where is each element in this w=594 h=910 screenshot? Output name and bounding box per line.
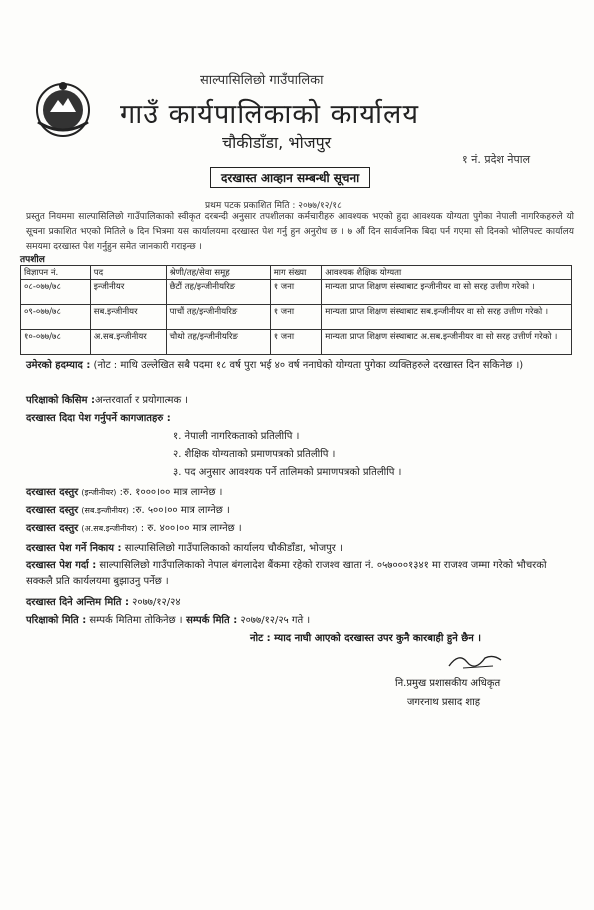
publication-date: प्रथम पटक प्रकाशित मिति : २०७७/१२/१८: [205, 201, 342, 211]
signature-icon: [445, 650, 505, 672]
cell-qualification: मान्यता प्राप्त शिक्षण संस्थाबाट अ.सब.इन्जीनीयर वा सो सरह उत्तीर्ण गरेको ।: [322, 330, 572, 355]
cell-count: १ जना: [270, 330, 322, 355]
fee-engineer: दरखास्त दस्तुर (इन्जीनीयर) :रु. १०००।०० मात्र लाग्नेछ ।: [26, 487, 223, 498]
payment-section: दरखास्त पेश गर्दा : साल्पासिलिछो गाउँपालिकाको नेपाल बंगलादेश बैंकमा रहेको राजश्व खाता नं. ०५७०००१३४१ मा राजश्व जम्मा गरेको भौचरको सक्कलै प्रति कार्यलयमा बुझाउनु पर्नेछ ।: [26, 560, 547, 587]
submit-office-section: दरखास्त पेश गर्ने निकाय : साल्पासिलिछो गाउँपालिकाको कार्यालय चौकीडाँडा, भोजपुर ।: [26, 543, 343, 554]
cell-ad-no: ०८-०७७/७८: [21, 280, 91, 305]
signatory-name: जगरनाथ प्रसाद शाह: [407, 697, 481, 708]
table-row: [21, 280, 572, 305]
note-text: नोट : म्याद नाघी आएको दरखास्त उपर कुनै कारबाही हुने छैन ।: [250, 633, 482, 644]
exam-type-label: परिक्षाको किसिम :: [26, 395, 95, 406]
col-header-count: माग संख्या: [270, 266, 322, 280]
nepal-emblem-icon: [30, 78, 96, 140]
col-header-ad-no: विज्ञापन नं.: [21, 266, 91, 280]
exam-date-section: परिक्षाको मिति : सम्पर्क मितिमा तोकिनेछ । सम्पर्क मिति : २०७७/१२/२५ गते ।: [26, 615, 311, 626]
cell-ad-no: १०-०७७/७८: [21, 330, 91, 355]
office-title: गाउँ कार्यपालिकाको कार्यालय: [120, 99, 419, 130]
details-label: तपशील: [20, 255, 45, 265]
documents-label: दरखास्त दिदा पेश गर्नुपर्ने कागजातहरु :: [26, 413, 171, 424]
municipality-name: साल्पासिलिछो गाउँपालिका: [200, 73, 324, 88]
table-header-row: [21, 266, 572, 280]
signatory-title: नि.प्रमुख प्रशासकीय अधिकृत: [395, 678, 501, 689]
cell-level: छैटौं तह/इन्जीनीयरिङ: [166, 280, 270, 305]
notice-title: दरखास्त आव्हान सम्बन्धी सूचना: [210, 167, 370, 188]
vacancy-table: [20, 265, 572, 355]
cell-count: १ जना: [270, 305, 322, 330]
col-header-level: श्रेणी/तह/सेवा समूह: [166, 266, 270, 280]
cell-ad-no: ०९-०७७/७८: [21, 305, 91, 330]
fee-asst-sub-engineer: दरखास्त दस्तुर (अ.सब.इन्जीनीयर) : रु. ४००।०० मात्र लाग्नेछ ।: [26, 523, 242, 534]
cell-count: १ जना: [270, 280, 322, 305]
intro-paragraph: प्रस्तुत नियममा साल्पासिलिछो गाउँपालिकाको स्वीकृत दरबन्दी अनुसार तपशीलका कर्मचारीहरु आवश्यक भएको हुदा आवश्यक योग्यता पुगेका नेपाली नागरिकहरुले यो सूचना प्रकाशित भएको मितिले ७ दिन भित्रमा यस कार्यालयमा दरखास्त पेश गर्नु हुन अनुरोध छ । ७ औं दिन सार्वजनिक बिदा पर्न गएमा सो दिनको भोलिपल्ट कार्यालय समयमा दरखास्त पेश गर्नुहुन समेत जानकारी गराइन्छ ।: [26, 212, 574, 252]
cell-qualification: मान्यता प्राप्त शिक्षण संस्थाबाट इन्जीनीयर वा सो सरह उत्तीण गरेको ।: [322, 280, 572, 305]
col-header-qualification: आवश्यक शैक्षिक योग्यता: [322, 266, 572, 280]
age-limit-text: (नोट : माथि उल्लेखित सबै पदमा १८ वर्ष पुरा भई ४० वर्ष ननाघेको योग्यता पुगेका व्यक्तिहरुले दरखास्त दिन सकिनेछ ।): [90, 360, 524, 371]
document-item: २. शैक्षिक योग्यताको प्रमाणपत्रको प्रतिलीपि ।: [173, 449, 336, 460]
exam-type-text: अन्तरवार्ता र प्रयोगात्मक ।: [94, 395, 189, 406]
table-row: [21, 305, 572, 330]
deadline-section: दरखास्त दिने अन्तिम मिति : २०७७/१२/२४: [26, 597, 181, 608]
cell-post: अ.सब.इन्जीनीयर: [90, 330, 166, 355]
col-header-post: पद: [90, 266, 166, 280]
cell-level: चौथो तह/इन्जीनीयरिङ: [166, 330, 270, 355]
cell-post: सब.इन्जीनीयर: [90, 305, 166, 330]
cell-qualification: मान्यता प्राप्त शिक्षण संस्थाबाट सब.इन्जीनीयर वा सो सरह उत्तीण गरेको ।: [322, 305, 572, 330]
office-location: चौकीडाँडा, भोजपुर: [222, 133, 332, 152]
exam-type-section: [26, 392, 188, 406]
document-item: ३. पद अनुसार आवश्यक पर्ने तालिमको प्रमाणपत्रको प्रतिलीपि ।: [173, 467, 402, 478]
age-limit-label: उमेरको हदम्याद :: [26, 360, 91, 371]
table-row: [21, 330, 572, 355]
fee-sub-engineer: दरखास्त दस्तुर (सब.इन्जीनीयर) :रु. ५००।०० मात्र लाग्नेछ ।: [26, 505, 230, 516]
cell-level: पाचौं तह/इन्जीनीयरिङ: [166, 305, 270, 330]
age-limit-section: [26, 358, 574, 374]
province-label: १ नं. प्रदेश नेपाल: [462, 153, 531, 166]
cell-post: इन्जीनीयर: [90, 280, 166, 305]
document-item: १. नेपाली नागरिकताको प्रतिलीपि ।: [173, 431, 300, 442]
